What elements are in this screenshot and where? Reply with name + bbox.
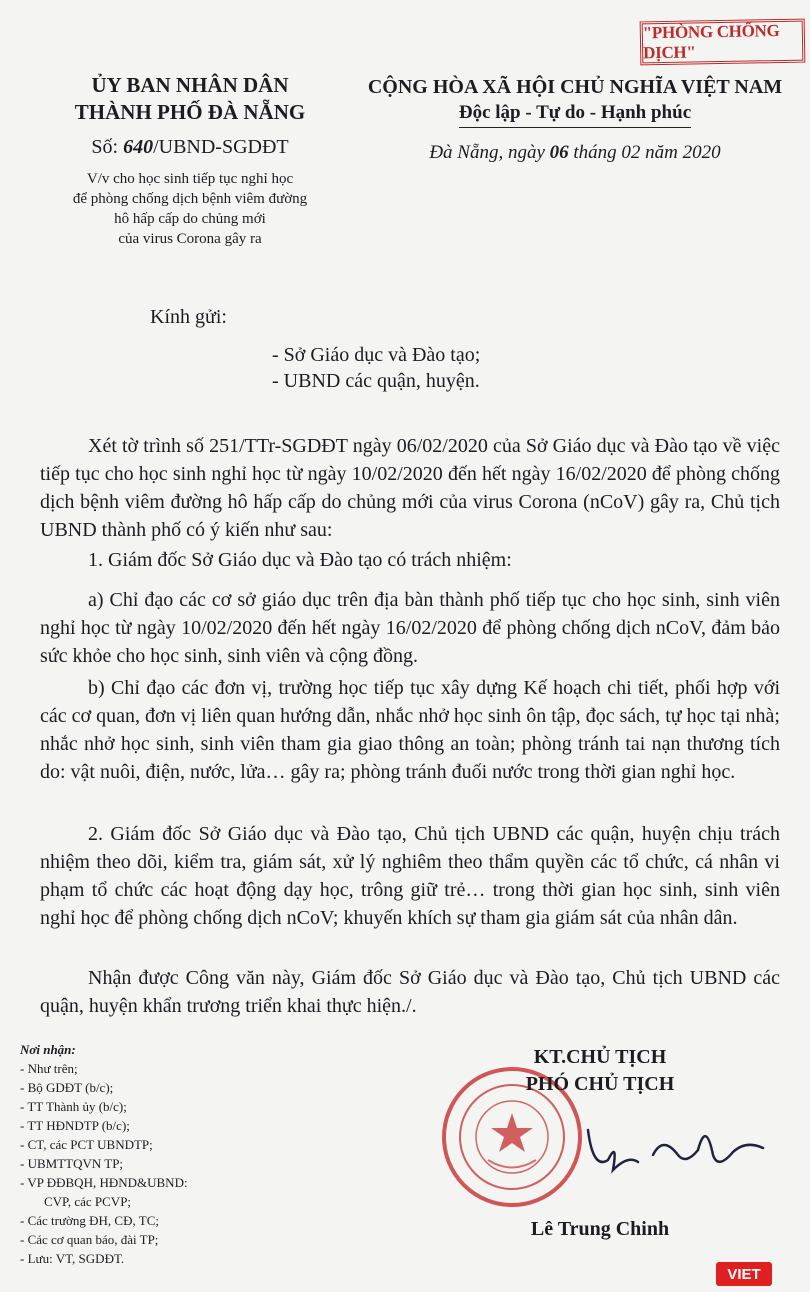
subject-line: V/v cho học sinh tiếp tục nghỉ học xyxy=(86,171,294,187)
org-name-line2: THÀNH PHỐ ĐÀ NẴNG xyxy=(74,100,306,124)
nation-name: CỘNG HÒA XÃ HỘI CHỦ NGHĨA VIỆT NAM xyxy=(367,76,783,98)
intro-paragraph: Xét tờ trình số 251/TTr-SGDĐT ngày 06/02/2020 của Sở Giáo dục và Đào tạo về việc tiếp tục cho học sinh nghỉ học từ ngày 10/02/2020 đến hết ngày 16/02/2020 để phòng chống dịch bệnh viêm đường hô hấp cấp do chủng mới của virus Corona (nCoV) gây ra, Chủ tịch UBND thành phố có ý kiến như sau: xyxy=(40,435,780,541)
number-handwritten: 640 xyxy=(123,136,154,158)
subject-line: của virus Corona gây ra xyxy=(118,231,262,247)
place-and-date xyxy=(350,142,800,164)
document-number xyxy=(40,136,340,159)
receiver-item: - Lưu: VT, SGDĐT. xyxy=(20,1251,125,1266)
national-header-block xyxy=(350,74,800,164)
receiver-item: - CT, các PCT UBNDTP; xyxy=(20,1137,153,1152)
org-name-line1: ỦY BAN NHÂN DÂN xyxy=(91,73,289,97)
greeting: Kính gửi: xyxy=(150,306,227,328)
subject-line: hô hấp cấp do chủng mới xyxy=(114,211,266,227)
number-prefix: Số: xyxy=(91,136,124,158)
receiver-item: - TT Thành ủy (b/c); xyxy=(20,1099,127,1114)
receiver-item: - Các cơ quan báo, đài TP; xyxy=(20,1232,159,1247)
issuing-authority-block xyxy=(40,72,340,249)
signer-role-line1: KT.CHỦ TỊCH xyxy=(533,1046,667,1068)
recipient-line: - Sở Giáo dục và Đào tạo; xyxy=(272,344,481,366)
place-prefix: Đà Nẵng, ngày xyxy=(429,142,550,163)
item-2-paragraph: 2. Giám đốc Sở Giáo dục và Đào tạo, Chủ tịch UBND các quận, huyện chịu trách nhiệm theo dõi, kiểm tra, giám sát, xử lý nghiêm theo thẩm quyền các tổ chức, cá nhân vi phạm tổ chức các hoạt động dạy học, trông giữ trẻ… trong thời gian học sinh, sinh viên nghỉ học để phòng chống dịch nCoV; khuyến khích sự tham gia giám sát của nhân dân. xyxy=(40,823,780,929)
number-suffix: /UBND-SGDĐT xyxy=(153,136,289,158)
receiver-item: - Như trên; xyxy=(20,1061,78,1076)
receiver-item: CVP, các PCVP; xyxy=(44,1194,132,1209)
handwritten-signature xyxy=(568,1100,768,1190)
national-motto: Độc lập - Tự do - Hạnh phúc xyxy=(459,100,691,128)
item-1-heading: 1. Giám đốc Sở Giáo dục và Đào tạo có trách nhiệm: xyxy=(88,549,512,571)
receiver-item: - TT HĐNDTP (b/c); xyxy=(20,1118,130,1133)
signer-name: Lê Trung Chinh xyxy=(530,1218,670,1240)
day-handwritten: 06 xyxy=(549,142,569,163)
viet-logo: VIET xyxy=(716,1262,772,1286)
recipient-line: - UBND các quận, huyện. xyxy=(272,370,480,392)
document-subject xyxy=(40,169,340,249)
receiver-item: - Bộ GDĐT (b/c); xyxy=(20,1080,114,1095)
subject-line: để phòng chống dịch bệnh viêm đường xyxy=(72,191,308,207)
receiver-item: - Các trường ĐH, CĐ, TC; xyxy=(20,1213,159,1228)
receiver-item: - VP ĐĐBQH, HĐND&UBND: xyxy=(20,1175,188,1190)
item-1a-paragraph: a) Chỉ đạo các cơ sở giáo dục trên địa bàn thành phố tiếp tục cho học sinh, sinh viên nghỉ học từ ngày 10/02/2020 đến hết ngày 16/02/2020 để phòng chống dịch nCoV, đảm bảo sức khỏe cho học sinh, sinh viên và cộng đồng. xyxy=(40,589,780,667)
closing-paragraph: Nhận được Công văn này, Giám đốc Sở Giáo dục và Đào tạo, Chủ tịch UBND các quận, huyện khẩn trương triển khai thực hiện./. xyxy=(40,967,780,1017)
receiver-item: - UBMTTQVN TP; xyxy=(20,1156,124,1171)
receivers-title: Nơi nhận: xyxy=(20,1042,76,1057)
signer-role-line2: PHÓ CHỦ TỊCH xyxy=(525,1073,675,1095)
receivers-list xyxy=(20,1040,280,1268)
item-1b-paragraph: b) Chỉ đạo các đơn vị, trường học tiếp tục xây dựng Kế hoạch chi tiết, phối hợp với các cơ quan, đơn vị liên quan hướng dẫn, nhắc nhở học sinh ôn tập, đọc sách, tự học tại nhà; nhắc nhở học sinh, sinh viên tham gia giao thông an toàn; phòng tránh tai nạn thương tích do: vật nuôi, điện, nước, lửa… gây ra; phòng tránh đuối nước trong thời gian nghỉ học. xyxy=(40,677,780,783)
place-suffix: tháng 02 năm 2020 xyxy=(568,142,721,163)
epidemic-prevention-stamp: "PHÒNG CHỐNG DỊCH" xyxy=(640,19,806,66)
